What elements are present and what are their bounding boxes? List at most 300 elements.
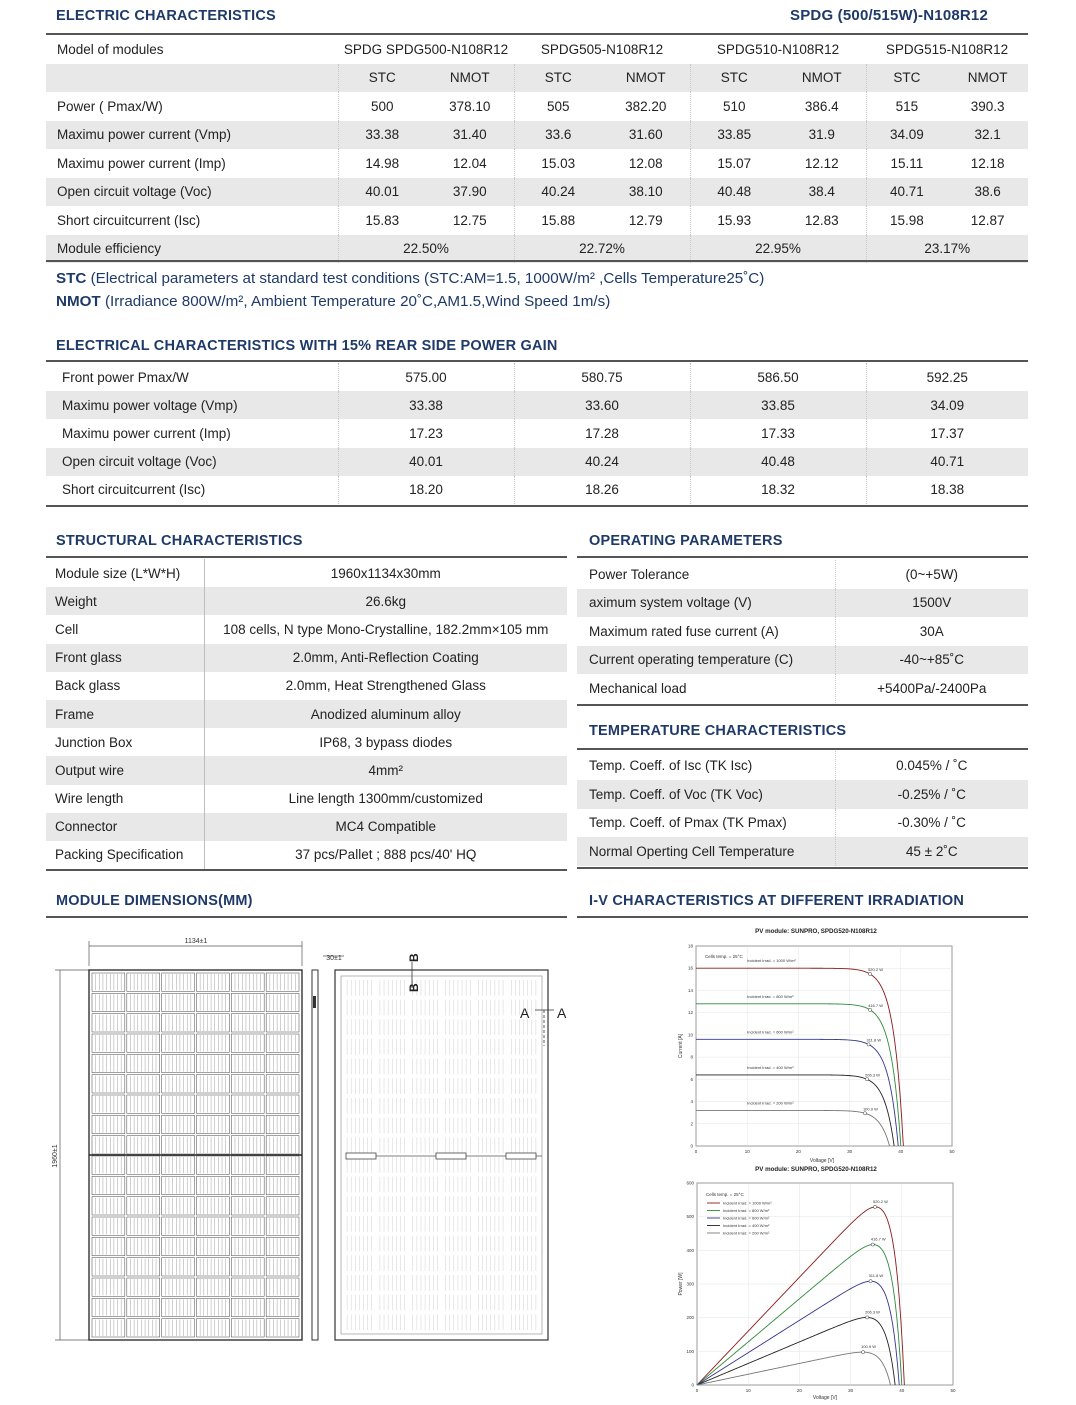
stc-header: STC	[544, 70, 572, 86]
table-row	[46, 644, 567, 672]
x-tick-label: 0	[694, 1149, 698, 1154]
table-row	[46, 448, 1028, 476]
cell-value: IP68, 3 bypass diodes	[319, 734, 453, 750]
solar-cell	[266, 1156, 299, 1174]
legend-label: Incident Irrad. = 1000 W/m²	[723, 1200, 772, 1206]
y-tick-label: 12	[687, 1010, 693, 1016]
cells-temp-label: Cells temp. = 25°C	[705, 954, 743, 959]
solar-cell	[197, 1095, 230, 1113]
cell-value: 12.75	[452, 212, 487, 228]
iv-title: I-V CHARACTERISTICS AT DIFFERENT IRRADIATION	[589, 893, 965, 909]
mpp-point	[865, 1316, 868, 1319]
chart-title: PV module: SUNPRO, SPDG520-N108R12	[755, 1166, 877, 1173]
solar-cell	[197, 1115, 230, 1133]
table-row	[46, 178, 1028, 207]
cell-value: 40.24	[514, 448, 690, 476]
cell-value: 17.23	[338, 419, 514, 447]
temperature-title: TEMPERATURE CHARACTERISTICS	[589, 723, 847, 739]
solar-cell	[162, 1197, 195, 1215]
solar-cell	[162, 1034, 195, 1052]
mpp-label: 100.9 W	[862, 1106, 878, 1112]
row-label: Normal Operting Cell Temperature	[577, 837, 835, 866]
solar-cell	[127, 1095, 160, 1113]
table-row	[46, 419, 1028, 447]
cell-value: 30A	[919, 623, 944, 639]
solar-cell	[162, 1136, 195, 1154]
row-label: Maximum rated fuse current (A)	[577, 617, 835, 646]
solar-cell	[231, 1197, 264, 1215]
mpp-label: 520.2 W	[872, 1198, 888, 1204]
cell-value: 38.6	[974, 184, 1001, 200]
mpp-label: 311.8 W	[866, 1037, 882, 1043]
solar-cell	[266, 1075, 299, 1093]
solar-cell	[197, 1298, 230, 1316]
x-tick-label: 10	[744, 1149, 750, 1154]
solar-cell	[92, 1176, 125, 1194]
cell-value: 12.18	[970, 155, 1005, 171]
cell-value: -40~+85˚C	[835, 646, 1028, 675]
solar-cell	[266, 1237, 299, 1255]
table-row	[46, 756, 567, 784]
x-tick-label: 30	[847, 1149, 853, 1154]
y-tick-label: 8	[690, 1054, 693, 1060]
solar-cell	[197, 1054, 230, 1072]
x-axis-label: Voltage [V]	[812, 1395, 838, 1401]
y-tick-label: 6	[690, 1076, 693, 1082]
solar-cell	[127, 1319, 160, 1337]
solar-cell	[162, 1298, 195, 1316]
solar-cell	[162, 1054, 195, 1072]
solar-cell	[231, 1176, 264, 1194]
depth-dim-label: 30±1	[326, 955, 342, 962]
dimensions-title: MODULE DIMENSIONS(MM)	[56, 893, 253, 909]
solar-cell	[127, 1258, 160, 1276]
solar-cell	[266, 1014, 299, 1032]
cell-value: 33.60	[514, 391, 690, 419]
solar-cell	[92, 1298, 125, 1316]
mpp-label: 100.9 W	[861, 1344, 877, 1350]
solar-cell	[266, 1258, 299, 1276]
mpp-label: 311.8 W	[868, 1273, 884, 1279]
cell-value: 18.26	[514, 476, 690, 504]
section-b-label: B	[407, 953, 421, 962]
cell-value: 32.1	[974, 127, 1001, 143]
solar-cell	[127, 1075, 160, 1093]
cell-value: 22.50%	[338, 235, 514, 264]
solar-cell	[127, 1298, 160, 1316]
structural-title: STRUCTURAL CHARACTERISTICS	[56, 533, 303, 549]
cell-value: 37.90	[452, 184, 487, 200]
table-row	[46, 672, 567, 700]
x-tick-label: 40	[898, 1149, 904, 1154]
row-label: Short circuitcurrent (Isc)	[57, 212, 201, 228]
electric-title: ELECTRIC CHARACTERISTICS	[56, 8, 276, 24]
solar-cell	[231, 1319, 264, 1337]
mpp-point	[863, 1112, 866, 1115]
legend-label: Incident Irrad. = 600 W/m²	[723, 1215, 770, 1221]
nmot-header: NMOT	[967, 70, 1008, 86]
series-label: Incident Irrad. = 400 W/m²	[747, 1064, 794, 1070]
row-label: Open circuit voltage (Voc)	[46, 178, 338, 207]
series-label: Incident Irrad. = 1000 W/m²	[747, 958, 796, 964]
mpp-label: 520.2 W	[868, 967, 883, 973]
y-tick-label: 14	[687, 987, 693, 993]
cell-value: 15.98	[889, 212, 924, 228]
row-label: Maximu power current (Imp)	[62, 425, 231, 441]
solar-cell	[266, 1095, 299, 1113]
divider	[46, 260, 1028, 262]
row-label: Temp. Coeff. of Voc (TK Voc)	[577, 780, 835, 809]
solar-cell	[127, 1136, 160, 1154]
solar-cell	[231, 1095, 264, 1113]
cell-value: 31.40	[452, 127, 487, 143]
mpp-label: 206.3 W	[865, 1072, 880, 1078]
y-tick-label: 200	[686, 1315, 694, 1321]
solar-cell	[162, 1115, 195, 1133]
table-row	[577, 809, 1028, 838]
cell-value: 18.32	[690, 476, 866, 504]
cell-value: 23.17%	[866, 235, 1028, 264]
cell-value: 40.71	[866, 448, 1028, 476]
row-label: Module size (L*W*H)	[46, 559, 204, 587]
cell-value: 12.04	[452, 155, 487, 171]
cell-value: Line length 1300mm/customized	[288, 791, 483, 807]
cell-value: 40.71	[889, 184, 924, 200]
solar-cell	[92, 1095, 125, 1113]
solar-cell	[231, 1054, 264, 1072]
solar-cell	[162, 1217, 195, 1235]
solar-cell	[127, 1054, 160, 1072]
table-row	[577, 589, 1028, 618]
solar-cell	[266, 1176, 299, 1194]
mpp-label: 416.7 W	[868, 1002, 883, 1008]
cell-value: 33.38	[365, 127, 400, 143]
solar-cell	[92, 1237, 125, 1255]
model-label: Model of modules	[57, 41, 164, 57]
table-row	[46, 206, 1028, 235]
solar-cell	[127, 993, 160, 1011]
row-label: Current operating temperature (C)	[577, 646, 835, 675]
cell-value: 40.48	[690, 448, 866, 476]
solar-cell	[197, 1237, 230, 1255]
solar-cell	[92, 1115, 125, 1133]
cell-value: 15.93	[717, 212, 752, 228]
solar-cell	[92, 1217, 125, 1235]
solar-cell	[197, 1176, 230, 1194]
solar-cell	[231, 1217, 264, 1235]
note-key: NMOT	[56, 293, 101, 310]
rear-table	[46, 363, 1028, 504]
row-label: Open circuit voltage (Voc)	[46, 448, 338, 476]
table-row	[577, 751, 1028, 780]
row-label: Packing Specification	[46, 841, 204, 869]
cell-value: 4mm²	[204, 756, 567, 784]
table-row	[46, 728, 567, 756]
solar-cell	[162, 1278, 195, 1296]
solar-cell	[266, 1217, 299, 1235]
model-name: SPDG510-N108R12	[716, 41, 840, 57]
condition-row	[46, 64, 1028, 93]
solar-cell	[231, 1237, 264, 1255]
cell-value: 33.6	[545, 127, 572, 143]
row-label: Maximu power current (Vmp)	[46, 121, 338, 150]
row-label: Weight	[46, 587, 204, 615]
table-row	[577, 674, 1028, 703]
model-name: SPDG515-N108R12	[885, 41, 1009, 57]
x-tick-label: 10	[745, 1388, 751, 1393]
y-tick-label: 0	[690, 1143, 693, 1149]
cell-value: 17.37	[866, 419, 1028, 447]
y-tick-label: 10	[687, 1032, 693, 1038]
cell-value: 12.08	[628, 155, 663, 171]
cell-value: 15.07	[717, 155, 752, 171]
solar-cell	[197, 1156, 230, 1174]
series-label: Incident Irrad. = 600 W/m²	[747, 1029, 794, 1035]
cell-value: 37 pcs/Pallet ; 888 pcs/40' HQ	[295, 847, 477, 863]
mpp-point	[868, 1008, 871, 1011]
solar-cell	[266, 1197, 299, 1215]
nmot-header: NMOT	[625, 70, 666, 86]
cell-value: 31.60	[628, 127, 663, 143]
section-b-label: B	[407, 983, 421, 992]
solar-cell	[127, 973, 160, 991]
solar-cell	[162, 973, 195, 991]
table-row	[46, 363, 1028, 391]
x-tick-label: 20	[795, 1149, 801, 1154]
divider	[46, 916, 567, 918]
legend-label: Incident Irrad. = 400 W/m²	[723, 1223, 770, 1228]
cell-value: 45 ± 2˚C	[835, 837, 1028, 866]
cell-value: 17.28	[514, 419, 690, 447]
solar-cell	[162, 1014, 195, 1032]
row-label: Back glass	[46, 672, 204, 700]
cell-value: 510	[722, 98, 746, 114]
solar-cell	[92, 1054, 125, 1072]
cell-value: 1500V	[835, 589, 1028, 618]
mpp-point	[862, 1351, 865, 1354]
note-text: (Electrical parameters at standard test conditions (STC:AM=1.5, 1000W/m² ,Cells Temperature25˚C)	[86, 270, 765, 287]
solar-cell	[197, 993, 230, 1011]
solar-cell	[92, 973, 125, 991]
divider	[577, 704, 1028, 706]
solar-cell	[162, 993, 195, 1011]
stc-header: STC	[893, 70, 921, 86]
solar-cell	[231, 1258, 264, 1276]
divider	[577, 916, 1028, 918]
solar-cell	[266, 1319, 299, 1337]
mpp-label: 416.7 W	[870, 1236, 886, 1242]
solar-cell	[197, 1278, 230, 1296]
table-row	[577, 780, 1028, 809]
y-tick-label: 2	[690, 1121, 693, 1127]
solar-cell	[162, 1156, 195, 1174]
table-row	[46, 391, 1028, 419]
row-label: aximum system voltage (V)	[577, 589, 835, 618]
cell-value: 390.3	[970, 98, 1005, 114]
cell-value: MC4 Compatible	[204, 813, 567, 841]
row-label: Junction Box	[46, 728, 204, 756]
row-label: Temp. Coeff. of Isc (TK Isc)	[577, 751, 835, 780]
solar-cell	[162, 1176, 195, 1194]
nmot-note	[56, 293, 610, 310]
solar-cell	[92, 1278, 125, 1296]
y-axis-label: Power [W]	[678, 1272, 684, 1296]
x-tick-label: 20	[796, 1388, 802, 1393]
solar-cell	[127, 1115, 160, 1133]
cell-value: 17.33	[690, 419, 866, 447]
cell-value: 40.01	[365, 184, 400, 200]
cell-value: 0.045% / ˚C	[896, 757, 968, 773]
solar-cell	[197, 1197, 230, 1215]
cell-value: 12.79	[628, 212, 663, 228]
cell-value: 592.25	[866, 363, 1028, 391]
cell-value: 108 cells, N type Mono-Crystalline, 182.2mm×105 mm	[223, 621, 549, 637]
electric-table	[46, 35, 1028, 263]
divider	[46, 360, 1028, 362]
solar-cell	[231, 993, 264, 1011]
mpp-point	[873, 1205, 876, 1208]
solar-cell	[92, 1034, 125, 1052]
solar-cell	[231, 1034, 264, 1052]
cell-value: -0.30% / ˚C	[897, 815, 966, 831]
nmot-header: NMOT	[449, 70, 490, 86]
solar-cell	[162, 1095, 195, 1113]
table-row	[46, 785, 567, 813]
mpp-point	[865, 1078, 868, 1081]
table-row	[46, 841, 567, 869]
cell-value: 515	[895, 98, 919, 114]
solar-cell	[92, 993, 125, 1011]
table-row	[46, 813, 567, 841]
series-label: Incident Irrad. = 800 W/m²	[747, 993, 794, 999]
series-title: SPDG (500/515W)-N108R12	[790, 7, 989, 24]
solar-cell	[127, 1014, 160, 1032]
model-name: SPDG505-N108R12	[540, 41, 664, 57]
cell-value: 500	[370, 98, 394, 114]
cell-value: 386.4	[804, 98, 839, 114]
mpp-label: 206.3 W	[865, 1309, 880, 1315]
solar-cell	[231, 1136, 264, 1154]
row-label: Connector	[46, 813, 204, 841]
cell-value: 575.00	[338, 363, 514, 391]
table-row	[46, 700, 567, 728]
solar-cell	[162, 1258, 195, 1276]
cell-value: +5400Pa/-2400Pa	[877, 680, 987, 696]
cell-value: 34.09	[866, 391, 1028, 419]
table-row	[46, 476, 1028, 504]
cell-value: 38.4	[808, 184, 835, 200]
solar-cell	[266, 973, 299, 991]
height-dim-label: 1960±1	[52, 1144, 59, 1168]
iv-chart	[668, 924, 968, 1164]
solar-cell	[197, 973, 230, 991]
row-label: Front power Pmax/W	[62, 369, 189, 385]
cell-value: 33.85	[717, 127, 752, 143]
solar-cell	[127, 1197, 160, 1215]
mpp-point	[867, 1043, 870, 1046]
row-label: Maximu power current (Imp)	[57, 155, 226, 171]
structural-table	[46, 559, 567, 869]
cell-value: 586.50	[690, 363, 866, 391]
cell-value: 18.20	[338, 476, 514, 504]
cell-value: 14.98	[365, 155, 400, 171]
cell-value: 33.85	[690, 391, 866, 419]
solar-cell	[231, 1298, 264, 1316]
cell-value: 15.11	[890, 155, 924, 171]
table-row	[577, 617, 1028, 646]
cell-value: 18.38	[866, 476, 1028, 504]
row-label: Cell	[46, 615, 204, 643]
operating-table	[577, 560, 1028, 703]
cell-value: 22.95%	[690, 235, 866, 264]
legend-label: Incident Irrad. = 200 W/m²	[723, 1230, 770, 1236]
series-label: Incident Irrad. = 200 W/m²	[747, 1100, 794, 1106]
cell-value: 580.75	[514, 363, 690, 391]
note-key: STC	[56, 270, 87, 287]
solar-cell	[127, 1034, 160, 1052]
solar-cell	[266, 1136, 299, 1154]
cell-value: 15.83	[365, 212, 400, 228]
cell-value: 382.20	[625, 98, 667, 114]
x-tick-label: 50	[949, 1149, 955, 1154]
module-dimension-drawing	[46, 926, 567, 1356]
table-row	[46, 615, 567, 643]
cell-value: 40.24	[541, 184, 576, 200]
y-tick-label: 100	[686, 1348, 694, 1354]
cell-value: -0.25% / ˚C	[835, 780, 1028, 809]
mpp-point	[869, 1280, 872, 1283]
solar-cell	[231, 973, 264, 991]
solar-cell	[266, 1298, 299, 1316]
solar-cell	[197, 1217, 230, 1235]
solar-cell	[162, 1075, 195, 1093]
solar-cell	[92, 1014, 125, 1032]
cell-value: 378.10	[449, 98, 491, 114]
operating-title: OPERATING PARAMETERS	[589, 533, 783, 549]
cell-value: 12.83	[804, 212, 839, 228]
divider	[46, 869, 567, 871]
divider	[577, 556, 1028, 558]
solar-cell	[127, 1278, 160, 1296]
solar-cell	[197, 1075, 230, 1093]
solar-cell	[266, 1054, 299, 1072]
solar-cell	[92, 1075, 125, 1093]
y-tick-label: 0	[691, 1382, 694, 1388]
row-label: Front glass	[46, 644, 204, 672]
row-label: Frame	[46, 700, 204, 728]
x-axis-label: Voltage [V]	[809, 1158, 835, 1164]
table-row	[46, 587, 567, 615]
solar-cell	[92, 1319, 125, 1337]
row-label: Wire length	[46, 785, 204, 813]
row-label: Maximu power voltage (Vmp)	[46, 391, 338, 419]
solar-cell	[127, 1156, 160, 1174]
solar-cell	[197, 1014, 230, 1032]
x-tick-label: 50	[950, 1388, 956, 1393]
divider	[577, 748, 1028, 750]
stc-header: STC	[720, 70, 748, 86]
table-row	[46, 121, 1028, 150]
table-row	[46, 92, 1028, 121]
y-tick-label: 18	[687, 943, 693, 949]
cell-value: 22.72%	[514, 235, 690, 264]
solar-cell	[92, 1156, 125, 1174]
solar-cell	[266, 1278, 299, 1296]
solar-cell	[162, 1319, 195, 1337]
cell-value: 15.88	[541, 212, 576, 228]
solar-cell	[231, 1278, 264, 1296]
y-tick-label: 600	[686, 1180, 694, 1186]
